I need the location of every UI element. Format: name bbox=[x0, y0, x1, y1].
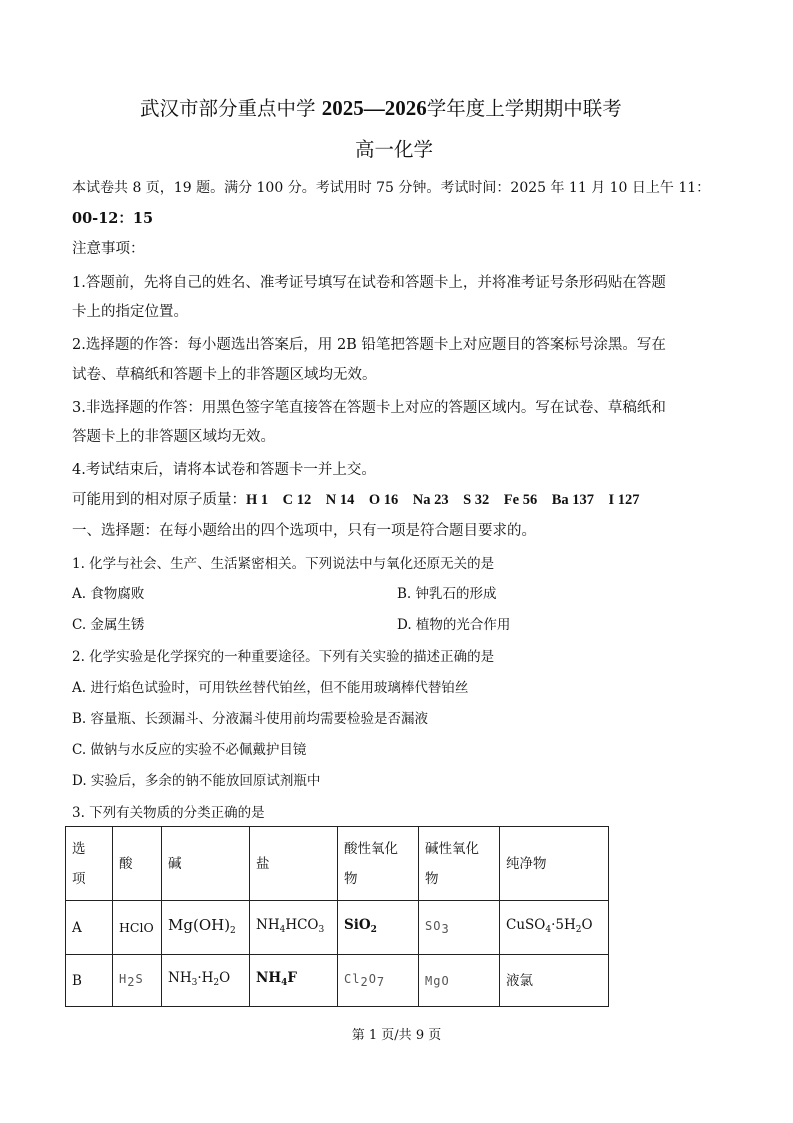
table-header-row bbox=[66, 827, 609, 901]
q2-option-c: C. 做钠与水反应的实验不必佩戴护目镜 bbox=[72, 742, 307, 758]
title-years: 2025—2026 bbox=[321, 96, 427, 120]
row-b-pure: 液氯 bbox=[500, 955, 609, 1007]
table-row bbox=[66, 955, 609, 1007]
row-a-pure: $CuSO_4\cdot 5H_2O$ bbox=[500, 901, 609, 955]
section-heading: 一、选择题：在每小题给出的四个选项中，只有一项是符合题目要求的。 bbox=[72, 523, 536, 539]
note-3b: 答题卡上的非答题区域均无效。 bbox=[72, 429, 275, 445]
exam-title bbox=[140, 98, 622, 119]
atomic-masses-values: H 1 C 12 N 14 O 16 Na 23 S 32 Fe 56 Ba 137 I 127 bbox=[246, 492, 640, 508]
title-suffix: 学年度上学期期中联考 bbox=[426, 97, 622, 120]
q2-stem: 2. 化学实验是化学探究的一种重要途径。下列有关实验的描述正确的是 bbox=[72, 649, 495, 665]
row-b-base: $NH_3\cdot H_2O$ bbox=[162, 955, 250, 1007]
row-b-acidic-oxide: $Cl_2O_7$ bbox=[338, 955, 419, 1007]
note-2b: 试卷、草稿纸和答题卡上的非答题区域均无效。 bbox=[72, 367, 377, 383]
notes-heading: 注意事项： bbox=[72, 241, 145, 257]
row-b-acid: $H_2S$ bbox=[113, 955, 162, 1007]
header-basic-oxide: 碱性氧化物 bbox=[419, 827, 500, 901]
q1-option-c: C. 金属生锈 bbox=[72, 617, 145, 633]
row-a-acid: HClO bbox=[113, 901, 162, 955]
note-4: 4.考试结束后，请将本试卷和答题卡一并上交。 bbox=[72, 462, 376, 478]
row-b-salt: $NH_4F$ bbox=[250, 955, 338, 1007]
intro-line-2: 00-12：15 bbox=[72, 210, 154, 227]
classification-table bbox=[65, 826, 609, 1007]
row-a-salt: $NH_4HCO_3$ bbox=[250, 901, 338, 955]
note-3a: 3.非选择题的作答：用黑色签字笔直接答在答题卡上对应的答题区域内。写在试卷、草稿纸和 bbox=[72, 400, 666, 416]
header-base: 碱 bbox=[162, 827, 250, 901]
q2-option-d: D. 实验后，多余的钠不能放回原试剂瓶中 bbox=[72, 773, 321, 789]
intro-line-1: 本试卷共 8 页，19 题。满分 100 分。考试用时 75 分钟。考试时间：2025 年 11 月 10 日上午 11： bbox=[72, 180, 711, 196]
header-option: 选项 bbox=[66, 827, 113, 901]
exam-subject: 高一化学 bbox=[355, 138, 434, 161]
q1-option-b: B. 钟乳石的形成 bbox=[397, 586, 497, 602]
table-row bbox=[66, 901, 609, 955]
row-a-basic-oxide: $SO_3$ bbox=[419, 901, 500, 955]
row-b-basic-oxide: MgO bbox=[419, 955, 500, 1007]
q2-option-a: A. 进行焰色试验时，可用铁丝替代铂丝，但不能用玻璃棒代替铂丝 bbox=[72, 680, 469, 696]
atomic-masses bbox=[72, 490, 640, 510]
q1-option-d: D. 植物的光合作用 bbox=[397, 617, 511, 633]
atomic-masses-label: 可能用到的相对原子质量： bbox=[72, 492, 246, 508]
header-pure: 纯净物 bbox=[500, 827, 609, 901]
header-salt: 盐 bbox=[250, 827, 338, 901]
note-1a: 1.答题前，先将自己的姓名、准考证号填写在试卷和答题卡上，并将准考证号条形码贴在答题 bbox=[72, 275, 666, 291]
q1-option-a: A. 食物腐败 bbox=[72, 586, 145, 602]
row-a-option: A bbox=[66, 901, 113, 955]
header-acidic-oxide: 酸性氧化物 bbox=[338, 827, 419, 901]
q1-stem: 1. 化学与社会、生产、生活紧密相关。下列说法中与氧化还原无关的是 bbox=[72, 556, 495, 572]
note-2a: 2.选择题的作答：每小题选出答案后，用 2B 铅笔把答题卡上对应题目的答案标号涂黑。写在 bbox=[72, 337, 666, 353]
q2-option-b: B. 容量瓶、长颈漏斗、分液漏斗使用前均需要检验是否漏液 bbox=[72, 711, 429, 727]
page-footer: 第 1 页/共 9 页 bbox=[351, 1028, 442, 1043]
header-acid: 酸 bbox=[113, 827, 162, 901]
row-a-base: $Mg(OH)_2$ bbox=[162, 901, 250, 955]
q3-stem: 3. 下列有关物质的分类正确的是 bbox=[72, 805, 265, 821]
row-b-option: B bbox=[66, 955, 113, 1007]
title-prefix: 武汉市部分重点中学 bbox=[140, 97, 316, 120]
row-a-acidic-oxide: SiO$_2$ bbox=[338, 901, 419, 955]
note-1b: 卡上的指定位置。 bbox=[72, 304, 188, 320]
